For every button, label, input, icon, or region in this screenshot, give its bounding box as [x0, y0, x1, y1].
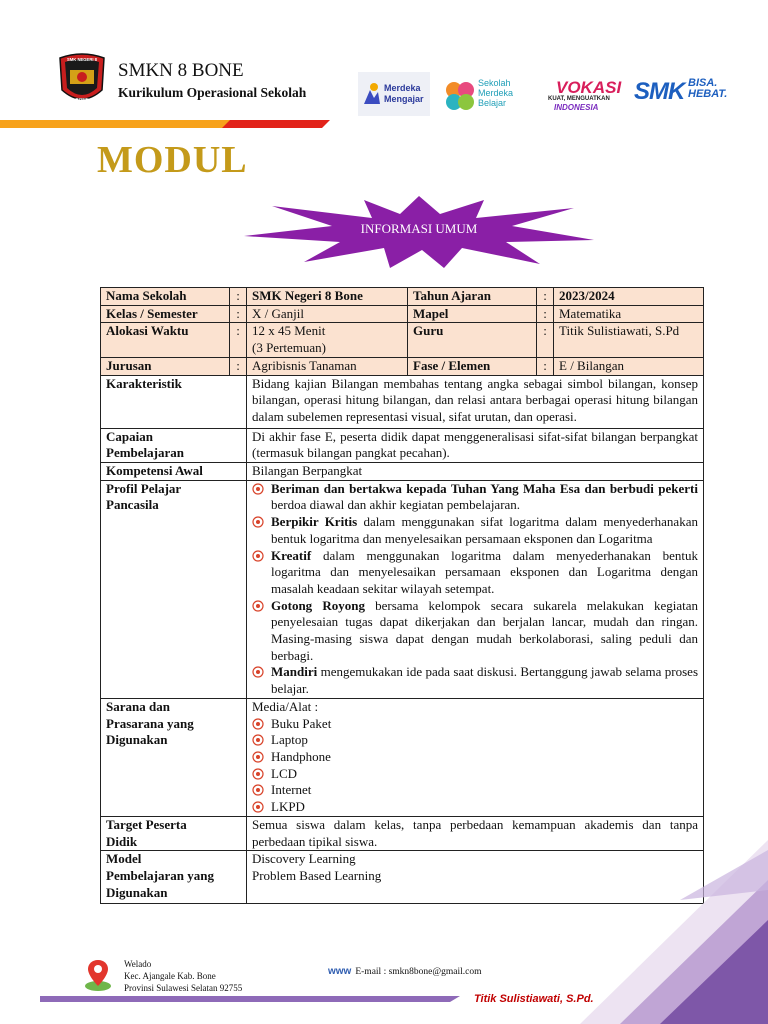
label-jurusan: Jurusan	[101, 357, 230, 375]
sarana-label-1: Sarana dan	[106, 698, 170, 714]
value-mapel: Matematika	[554, 305, 704, 323]
colon: :	[537, 288, 554, 306]
label-kompetensi: Kompetensi Awal	[101, 463, 247, 481]
email-text: E-mail : smkn8bone@gmail.com	[355, 967, 482, 977]
colon: :	[537, 305, 554, 323]
emblem-bottom-text: BONE	[75, 97, 89, 102]
label-target	[101, 816, 247, 850]
table-row	[101, 357, 704, 375]
label-guru: Guru	[408, 323, 537, 357]
flower-bullet-icon	[252, 666, 264, 678]
value-guru: Titik Sulistiawati, S.Pd	[554, 323, 704, 357]
list-item	[252, 548, 698, 598]
vokasi-title: VOKASI	[556, 78, 622, 97]
label-sarana	[101, 698, 247, 816]
location-pin-icon	[84, 958, 112, 992]
smk-logo-text: SMK	[634, 78, 685, 105]
value-fase: E / Bilangan	[554, 357, 704, 375]
label-capaian	[101, 428, 247, 462]
profil-item-bold: Kreatif	[271, 547, 312, 563]
capaian-label-1: Capaian	[106, 428, 153, 444]
label-mapel: Mapel	[408, 305, 537, 323]
footer-bar	[40, 996, 540, 1002]
sarana-item: Laptop	[271, 732, 308, 748]
colon: :	[230, 357, 247, 375]
alokasi-line-2: (3 Pertemuan)	[252, 340, 327, 356]
value-alokasi	[247, 323, 408, 357]
label-model	[101, 851, 247, 904]
label-profil	[101, 480, 247, 698]
profil-item-text: dalam menggunakan sifat logaritma dalam menyederhanakan bentuk logaritma dan menyelesaikan persamaan eksponen dan Logaritma	[271, 514, 698, 546]
label-karakteristik: Karakteristik	[101, 375, 247, 428]
emblem-top-text: SMK NEGERI 8	[66, 57, 98, 62]
email-row	[328, 966, 482, 977]
profil-item-bold: Mandiri	[271, 664, 318, 680]
model-label-2: Pembelajaran yang	[106, 867, 214, 883]
school-address	[124, 958, 242, 994]
table-row	[101, 463, 704, 481]
value-kelas: X / Ganjil	[247, 305, 408, 323]
list-item	[252, 481, 698, 514]
address-line-2: Kec. Ajangale Kab. Bone	[124, 971, 216, 981]
flower-bullet-icon	[252, 516, 264, 528]
smk-hebat-text: HEBAT.	[688, 88, 728, 100]
author-name: Titik Sulistiawati, S.Pd.	[474, 993, 594, 1005]
header-stripe	[0, 120, 330, 128]
model-item: Problem Based Learning	[252, 867, 382, 883]
flower-bullet-icon	[252, 718, 264, 730]
smk-bisa-text: BISA.	[688, 77, 718, 89]
vokasi-logo	[536, 72, 626, 116]
flower-bullet-icon	[252, 483, 264, 495]
list-item	[252, 716, 698, 733]
school-emblem-logo	[56, 52, 108, 106]
profil-item-bold: Beriman dan bertakwa kepada Tuhan Yang Maha Esa dan berbudi pekerti	[271, 480, 698, 496]
sarana-item: Buku Paket	[271, 715, 332, 731]
flower-bullet-icon	[252, 600, 264, 612]
value-tahun-ajaran: 2023/2024	[554, 288, 704, 306]
sarana-item: Internet	[271, 782, 312, 798]
smk-bisa-hebat-logo	[632, 72, 752, 116]
vokasi-subtitle: KUAT, MENGUATKAN	[548, 96, 610, 102]
merdeka-mengajar-icon	[362, 82, 382, 106]
label-kelas: Kelas / Semester	[101, 305, 230, 323]
model-item: Discovery Learning	[252, 851, 356, 867]
colon: :	[537, 323, 554, 357]
merdeka-mengajar-logo	[358, 72, 430, 116]
flower-bullet-icon	[252, 751, 264, 763]
profil-item-text: mengemukakan ide pada saat diskusi. Bertanggung jawab selama proses belajar.	[271, 664, 698, 697]
www-label: www	[328, 966, 352, 977]
label-alokasi: Alokasi Waktu	[101, 323, 230, 357]
address-line-3: Provinsi Sulawesi Selatan 92755	[124, 983, 243, 993]
label-tahun-ajaran: Tahun Ajaran	[408, 288, 537, 306]
sarana-item: LCD	[271, 765, 297, 781]
list-item	[252, 749, 698, 766]
value-nama-sekolah: SMK Negeri 8 Bone	[247, 288, 408, 306]
label-fase: Fase / Elemen	[408, 357, 537, 375]
flower-bullet-icon	[252, 734, 264, 746]
table-row	[101, 323, 704, 357]
table-row	[101, 428, 704, 462]
profil-item-text: bersama kelompok secara sukarela melakukan kegiatan penyelesaian tugas dapat dikerjakan dan berjalan lancar, mudah dan ringan. Masing-masing siswa dapat dengan mudah berkolaborasi, saling peduli dan berbagi.	[271, 597, 698, 663]
profil-item-bold: Berpikir Kritis	[271, 514, 358, 530]
table-row	[101, 305, 704, 323]
profil-list	[247, 480, 704, 698]
profil-item-text: dalam menggunakan logaritma dalam menyederhanakan bentuk logaritma dan menyelesaikan persamaan eksponen dan Logaritma dengan masalah keadaan sekitar wilayah setempat.	[271, 547, 698, 596]
value-jurusan: Agribisnis Tanaman	[247, 357, 408, 375]
sekolah-merdeka-text-2: Merdeka	[478, 88, 514, 98]
sekolah-merdeka-text-1: Sekolah	[478, 78, 511, 88]
colon: :	[537, 357, 554, 375]
sekolah-merdeka-icon	[444, 80, 476, 112]
sarana-item: LKPD	[271, 799, 305, 815]
capaian-label-2: Pembelajaran	[106, 445, 184, 461]
merdeka-mengajar-text-1: Merdeka	[384, 83, 421, 93]
profil-label-1: Profil Pelajar	[106, 480, 182, 496]
table-row	[101, 375, 704, 428]
profil-label-2: Pancasila	[106, 497, 159, 513]
list-item	[252, 732, 698, 749]
corner-decoration	[540, 780, 768, 1024]
sekolah-merdeka-text-3: Belajar	[478, 98, 507, 108]
list-item	[252, 514, 698, 547]
profil-item-text: berdoa diawal dan akhir kegiatan pembelajaran.	[271, 497, 521, 513]
target-label-1: Target Peserta	[106, 816, 187, 832]
colon: :	[230, 323, 247, 357]
flower-bullet-icon	[252, 784, 264, 796]
profil-item-bold: Gotong Royong	[271, 597, 365, 613]
flower-bullet-icon	[252, 768, 264, 780]
target-label-2: Didik	[106, 833, 138, 849]
sekolah-merdeka-logo	[442, 72, 534, 116]
label-nama-sekolah: Nama Sekolah	[101, 288, 230, 306]
list-item	[252, 664, 698, 697]
value-karakteristik: Bidang kajian Bilangan membahas tentang angka sebagai simbol bilangan, konsep bilangan, operasi hitung bilangan, dan relasi antara berbagai operasi hitung bilangan dalam subelemen representasi visual, sifat urutan, dan operasi.	[247, 375, 704, 428]
table-row	[101, 480, 704, 698]
value-kompetensi: Bilangan Berpangkat	[247, 463, 704, 481]
banner-text: INFORMASI UMUM	[360, 221, 478, 236]
address-line-1: Welado	[124, 959, 152, 969]
sarana-item: Handphone	[271, 748, 331, 764]
vokasi-country: INDONESIA	[554, 103, 599, 112]
sarana-intro: Media/Alat :	[252, 698, 319, 714]
value-capaian: Di akhir fase E, peserta didik dapat menggeneralisasi sifat-sifat bilangan berpangkat (termasuk bilangan pangkat pecahan).	[247, 428, 704, 462]
alokasi-line-1: 12 x 45 Menit	[252, 323, 326, 339]
merdeka-mengajar-text-2: Mengajar	[384, 94, 424, 104]
model-label-3: Digunakan	[106, 884, 168, 900]
colon: :	[230, 305, 247, 323]
list-item	[252, 598, 698, 665]
school-name: SMKN 8 BONE	[118, 60, 244, 81]
flower-bullet-icon	[252, 801, 264, 813]
modul-title: MODUL	[97, 139, 248, 181]
colon: :	[230, 288, 247, 306]
sarana-label-2: Prasarana yang	[106, 715, 194, 731]
flower-bullet-icon	[252, 550, 264, 562]
curriculum-title: Kurikulum Operasional Sekolah	[118, 85, 307, 100]
value-target: Semua siswa dalam kelas, tanpa perbedaan kemampuan akademis dan tanpa perbedaan tipikal siswa.	[247, 816, 704, 850]
sarana-label-3: Digunakan	[106, 732, 168, 748]
table-row	[101, 288, 704, 306]
model-label-1: Model	[106, 851, 142, 867]
